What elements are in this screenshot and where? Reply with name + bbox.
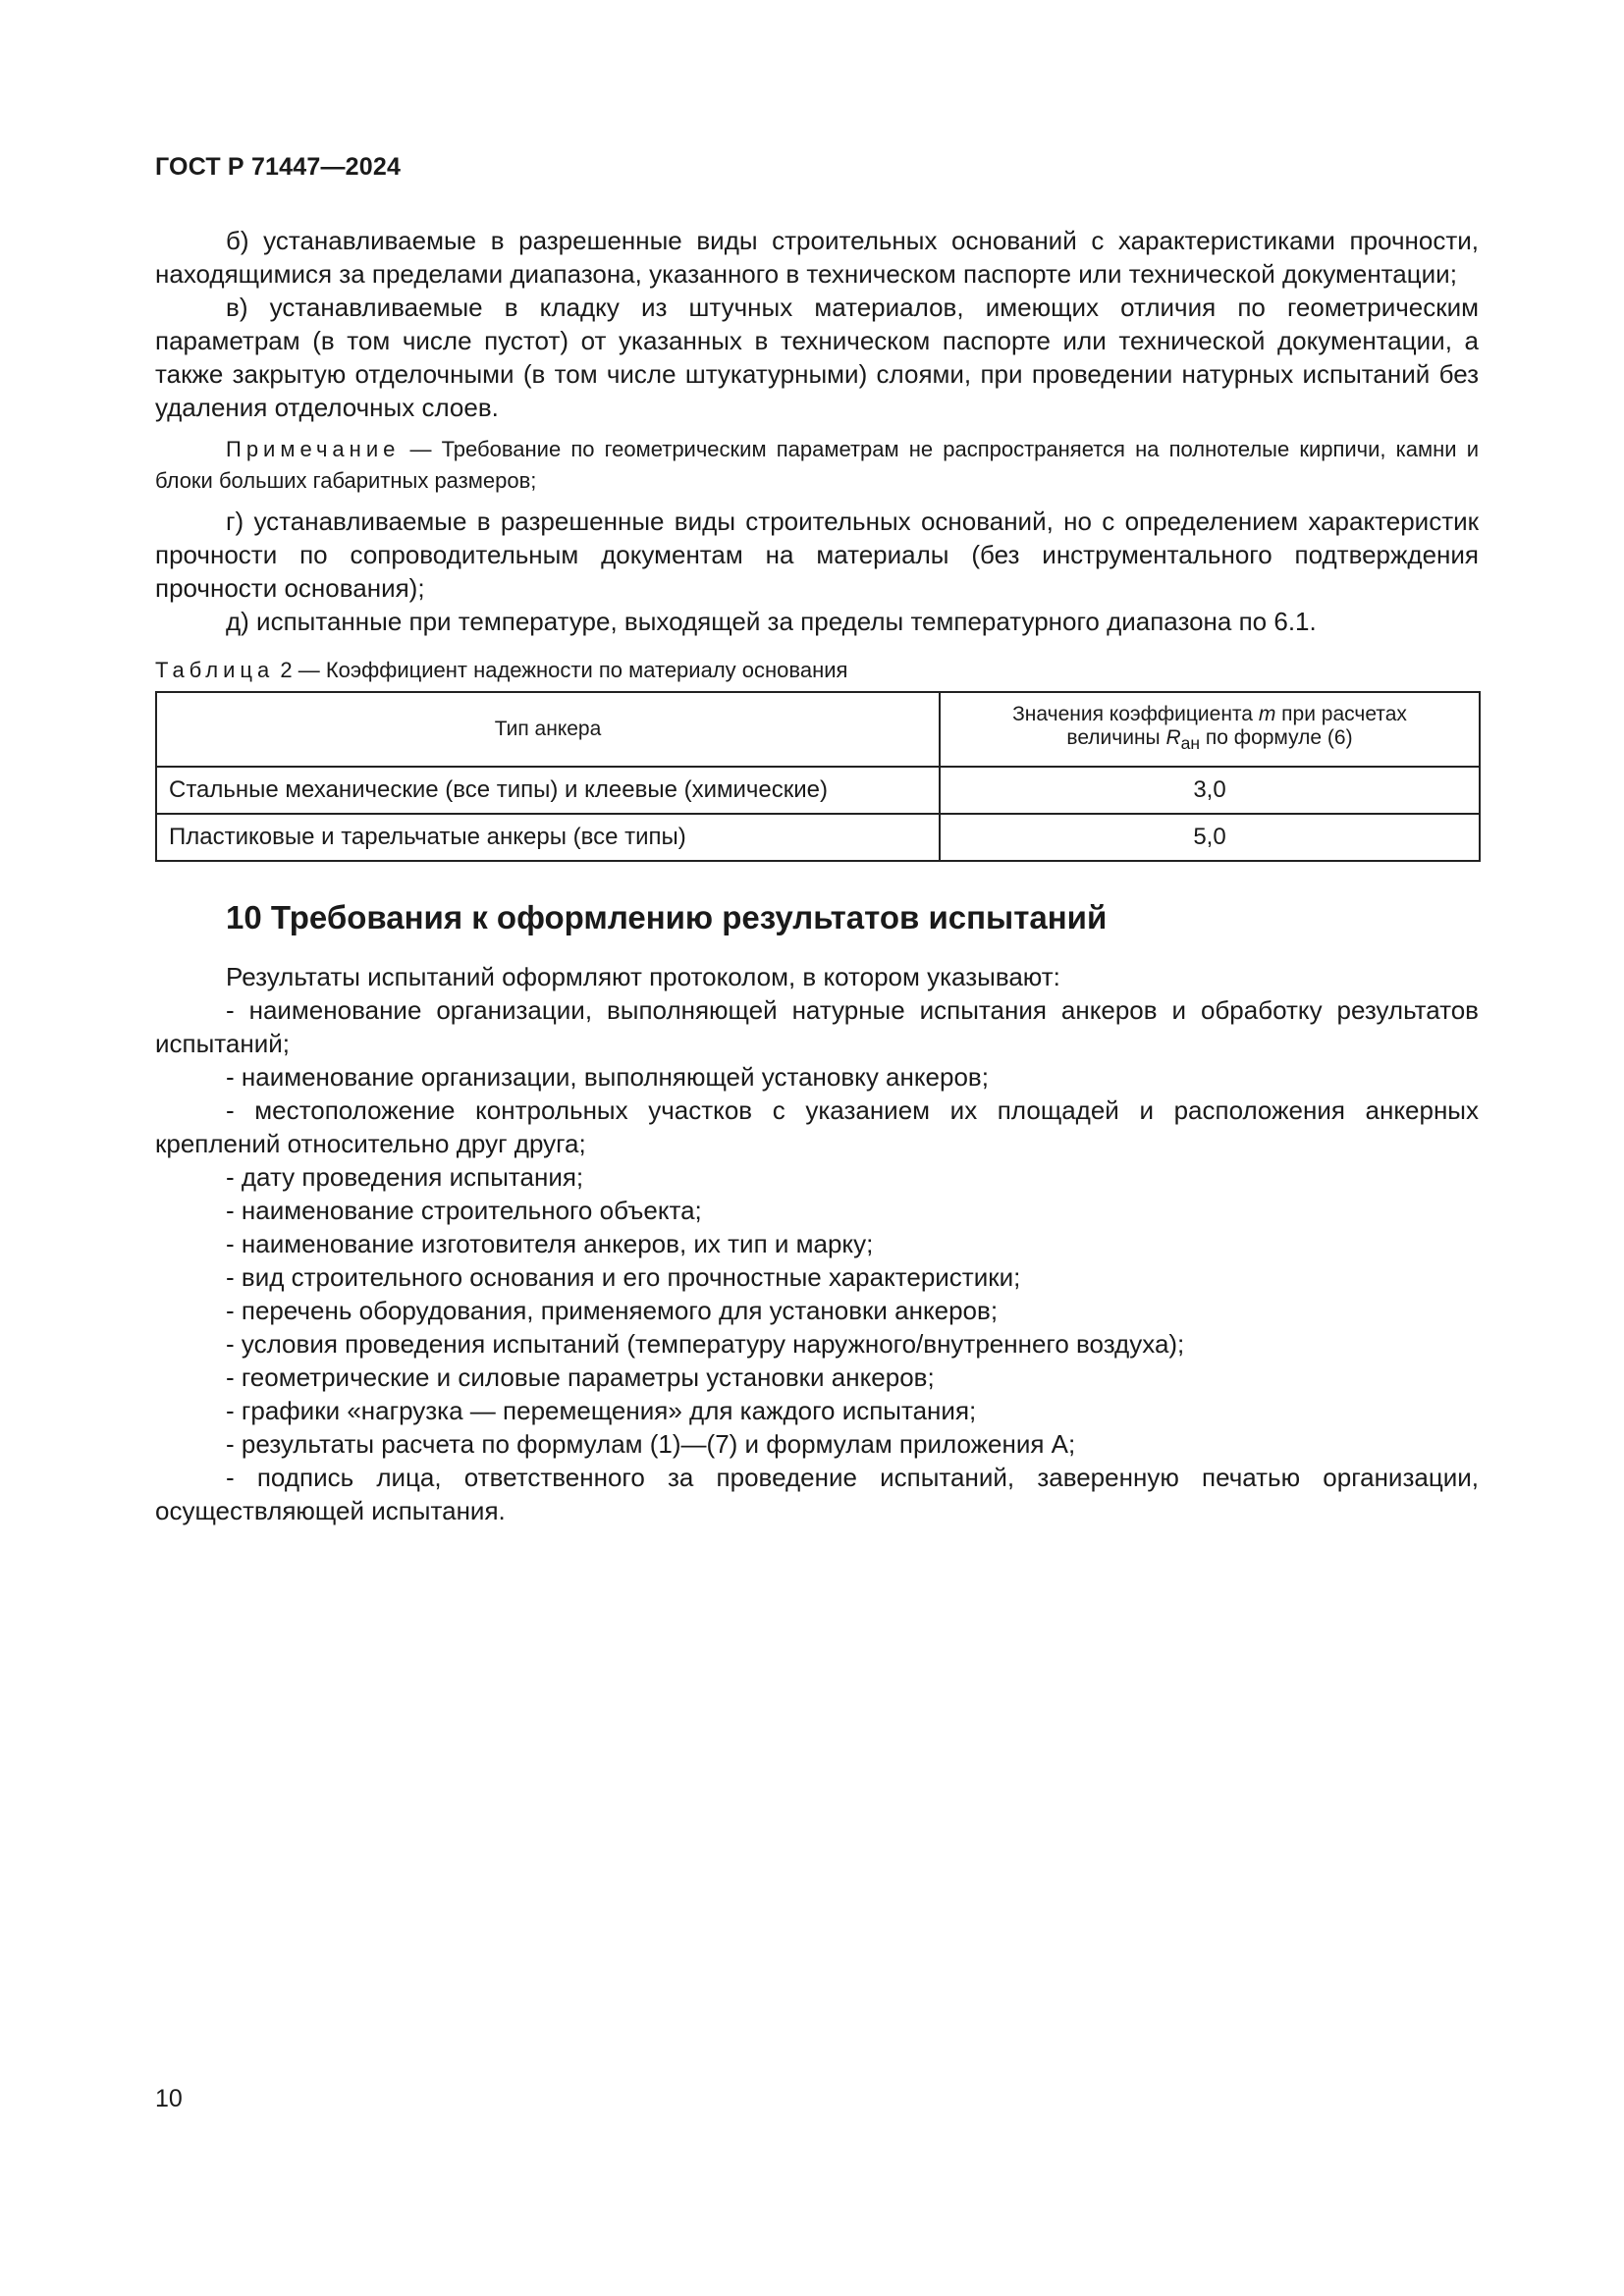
list-item: - графики «нагрузка — перемещения» для каждого испытания; bbox=[226, 1396, 977, 1425]
table-row bbox=[156, 814, 1480, 861]
list-item: - наименование организации, выполняющей натурные испытания анкеров и обработку результатов испытаний; bbox=[155, 995, 1479, 1058]
list-item: - наименование строительного объекта; bbox=[226, 1196, 702, 1225]
section-title: 10 Требования к оформлению результатов испытаний bbox=[226, 899, 1108, 935]
note bbox=[155, 434, 1479, 497]
list-item: - перечень оборудования, применяемого для установки анкеров; bbox=[226, 1296, 999, 1325]
table-header-anchor-type: Тип анкера bbox=[156, 692, 940, 767]
table-header-coefficient bbox=[940, 692, 1480, 767]
list-item: - результаты расчета по формулам (1)—(7) и формулам приложения А; bbox=[226, 1429, 1076, 1459]
header-text-a: Значения коэффициента bbox=[1012, 703, 1259, 726]
list-item: - условия проведения испытаний (температуру наружного/внутреннего воздуха); bbox=[226, 1329, 1185, 1359]
table-cell-type: Стальные механические (все типы) и клеевые (химические) bbox=[156, 767, 940, 814]
table-caption-text: 2 — Коэффициент надежности по материалу основания bbox=[274, 658, 848, 682]
paragraph-b: б) устанавливаемые в разрешенные виды строительных оснований с характеристиками прочности, находящимися за пределами диапазона, указанного в техническом паспорте или технической документации; bbox=[155, 226, 1479, 289]
paragraph-v: в) устанавливаемые в кладку из штучных материалов, имеющих отличия по геометрическим параметрам (в том числе пустот) от указанных в техническом паспорте или технической документации, а также закрытую отделочными (в том числе штукатурными) слоями, при проведении натурных испытаний без удаления отделочных слоев. bbox=[155, 293, 1479, 422]
table-cell-type: Пластиковые и тарельчатые анкеры (все типы) bbox=[156, 814, 940, 861]
list-item: - наименование организации, выполняющей установку анкеров; bbox=[226, 1062, 989, 1092]
symbol-r: R bbox=[1165, 726, 1181, 750]
table-caption bbox=[155, 658, 1479, 683]
list-item: - наименование изготовителя анкеров, их тип и марку; bbox=[226, 1229, 874, 1258]
table-caption-label: Таблица bbox=[155, 658, 275, 682]
coefficient-table bbox=[155, 691, 1481, 862]
paragraph-g: г) устанавливаемые в разрешенные виды строительных оснований, но с определением характеристик прочности по сопроводительным документам на материалы (без инструментального подтверждения прочности основания); bbox=[155, 507, 1479, 603]
list-item: - подпись лица, ответственного за проведение испытаний, заверенную печатью организации, осуществляющей испытания. bbox=[155, 1463, 1479, 1525]
paragraph-d: д) испытанные при температуре, выходящей за пределы температурного диапазона по 6.1. bbox=[226, 607, 1317, 636]
section-lead: Результаты испытаний оформляют протоколом, в котором указывают: bbox=[226, 962, 1060, 991]
symbol-r-subscript: ан bbox=[1180, 733, 1201, 754]
header-text-d: по формуле (6) bbox=[1200, 726, 1353, 750]
document-body bbox=[155, 224, 1479, 1527]
list-item: - местоположение контрольных участков с указанием их площадей и расположения анкерных креплений относительно друг друга; bbox=[155, 1095, 1479, 1158]
table-cell-value: 3,0 bbox=[940, 767, 1480, 814]
page-number: 10 bbox=[155, 2085, 183, 2112]
header-text-c: величины bbox=[1066, 726, 1166, 750]
table-header-row bbox=[156, 692, 1480, 767]
list-item: - дату проведения испытания; bbox=[226, 1162, 584, 1192]
list-item: - вид строительного основания и его прочностные характеристики; bbox=[226, 1262, 1021, 1292]
symbol-m: m bbox=[1258, 703, 1276, 726]
list-item: - геометрические и силовые параметры установки анкеров; bbox=[226, 1362, 935, 1392]
note-text: — Требование по геометрическим параметрам не распространяется на полнотелые кирпичи, камни и блоки больших габаритных размеров; bbox=[155, 437, 1479, 493]
table-row bbox=[156, 767, 1480, 814]
table-cell-value: 5,0 bbox=[940, 814, 1480, 861]
header-text-b: при расчетах bbox=[1275, 703, 1407, 726]
note-label: Примечание bbox=[226, 437, 401, 461]
document-header: ГОСТ Р 71447—2024 bbox=[155, 153, 402, 181]
